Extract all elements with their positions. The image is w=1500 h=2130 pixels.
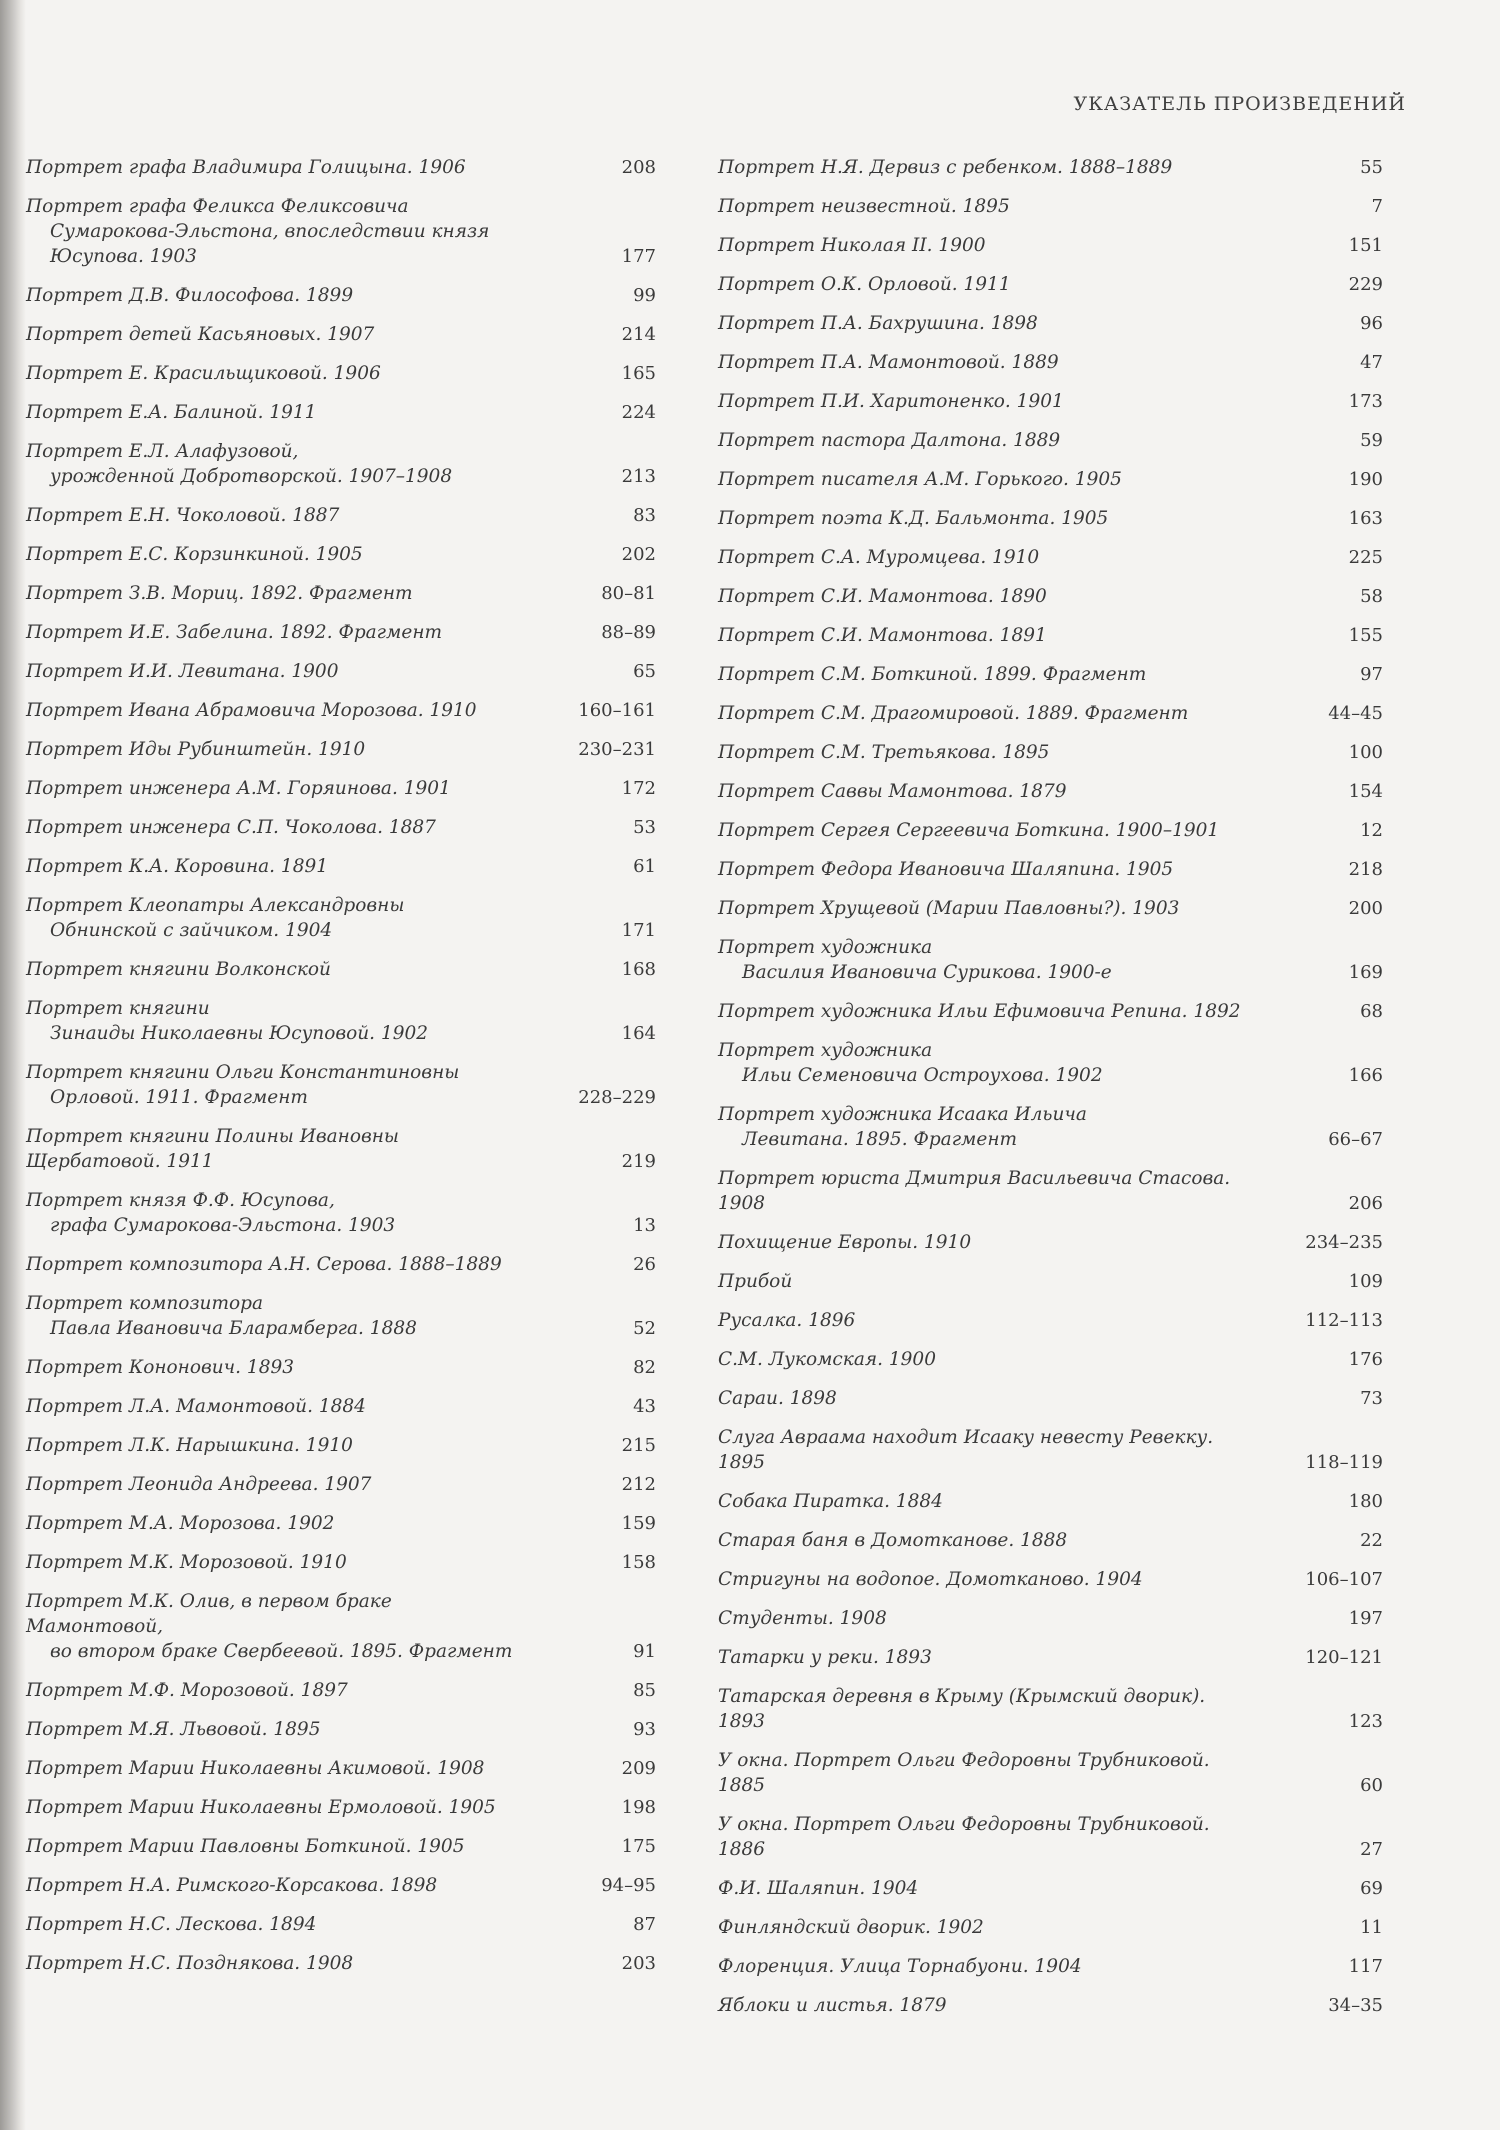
entry-title: Сараи. 1898 xyxy=(718,1388,837,1409)
entry-page-number: 83 xyxy=(633,505,656,526)
entry-page-number: 60 xyxy=(1360,1775,1383,1796)
entry-title-continued: Павла Ивановича Бларамберга. 1888 xyxy=(50,1318,417,1339)
index-entry xyxy=(26,1355,656,1380)
index-entry xyxy=(718,999,1383,1024)
index-entry xyxy=(26,1433,656,1458)
entry-page-number: 85 xyxy=(633,1680,656,1701)
entry-page-number: 22 xyxy=(1360,1530,1383,1551)
entry-title: Портрет Л.К. Нарышкина. 1910 xyxy=(26,1435,353,1456)
index-entry xyxy=(718,272,1383,297)
entry-title: Яблоки и листья. 1879 xyxy=(718,1995,947,2016)
entry-title: С.М. Лукомская. 1900 xyxy=(718,1349,936,1370)
entry-title: Стригуны на водопое. Домотканово. 1904 xyxy=(718,1569,1143,1590)
entry-page-number: 180 xyxy=(1348,1491,1383,1512)
entry-title: Портрет Е.С. Корзинкиной. 1905 xyxy=(26,544,363,565)
entry-page-number: 99 xyxy=(633,285,656,306)
entry-page-number: 82 xyxy=(633,1357,656,1378)
entry-title: Портрет И.Е. Забелина. 1892. Фрагмент xyxy=(26,622,443,643)
index-entry xyxy=(26,1795,656,1820)
entry-title: Портрет М.Я. Львовой. 1895 xyxy=(26,1719,321,1740)
index-entry xyxy=(718,1308,1383,1333)
entry-page-number: 106–107 xyxy=(1305,1569,1383,1590)
index-entry xyxy=(718,1347,1383,1372)
entry-title: Татарская деревня в Крыму (Крымский дворик). 1893 xyxy=(718,1686,1206,1732)
index-entry xyxy=(26,1550,656,1575)
index-entry xyxy=(718,1748,1383,1798)
entry-page-number: 225 xyxy=(1348,547,1383,568)
entry-page-number: 96 xyxy=(1360,313,1383,334)
index-column-right xyxy=(718,155,1383,2032)
entry-title: Старая баня в Домотканове. 1888 xyxy=(718,1530,1068,1551)
entry-title: Портрет детей Касьяновых. 1907 xyxy=(26,324,375,345)
index-entry xyxy=(718,311,1383,336)
entry-page-number: 224 xyxy=(621,402,656,423)
entry-page-number: 61 xyxy=(633,856,656,877)
index-entry xyxy=(718,779,1383,804)
entry-title: Портрет композитора xyxy=(26,1293,264,1314)
entry-page-number: 164 xyxy=(621,1023,656,1044)
entry-page-number: 100 xyxy=(1348,742,1383,763)
entry-title: Портрет Марии Павловны Боткиной. 1905 xyxy=(26,1836,465,1857)
entry-page-number: 53 xyxy=(633,817,656,838)
index-entry xyxy=(26,996,656,1046)
index-entry xyxy=(26,1756,656,1781)
index-entry xyxy=(718,935,1383,985)
index-entry xyxy=(718,1684,1383,1734)
index-entry xyxy=(718,428,1383,453)
entry-page-number: 176 xyxy=(1348,1349,1383,1370)
entry-title: Портрет С.М. Боткиной. 1899. Фрагмент xyxy=(718,664,1147,685)
entry-title: Портрет С.М. Драгомировой. 1889. Фрагмент xyxy=(718,703,1189,724)
entry-page-number: 97 xyxy=(1360,664,1383,685)
entry-title: Портрет Леонида Андреева. 1907 xyxy=(26,1474,372,1495)
entry-title: Портрет Е. Красильщиковой. 1906 xyxy=(26,363,381,384)
index-entry xyxy=(718,1645,1383,1670)
running-head: УКАЗАТЕЛЬ ПРОИЗВЕДЕНИЙ xyxy=(1073,93,1406,115)
entry-title: Портрет художника Исаака Ильича xyxy=(718,1104,1087,1125)
entry-title: Портрет Марии Николаевны Акимовой. 1908 xyxy=(26,1758,485,1779)
entry-title: Портрет С.И. Мамонтова. 1890 xyxy=(718,586,1047,607)
entry-page-number: 198 xyxy=(621,1797,656,1818)
entry-page-number: 173 xyxy=(1348,391,1383,412)
index-entry xyxy=(718,857,1383,882)
index-entry xyxy=(26,698,656,723)
entry-page-number: 229 xyxy=(1348,274,1383,295)
entry-page-number: 158 xyxy=(621,1552,656,1573)
entry-title: Студенты. 1908 xyxy=(718,1608,887,1629)
entry-page-number: 69 xyxy=(1360,1878,1383,1899)
entry-title: Портрет М.А. Морозова. 1902 xyxy=(26,1513,335,1534)
entry-title: Портрет князя Ф.Ф. Юсупова, xyxy=(26,1190,335,1211)
index-entry xyxy=(26,1394,656,1419)
index-entry xyxy=(26,1873,656,1898)
index-entry xyxy=(26,737,656,762)
entry-title: Портрет М.К. Олив, в первом браке Мамонтовой, xyxy=(26,1591,392,1637)
entry-page-number: 34–35 xyxy=(1328,1995,1383,2016)
index-column-left xyxy=(26,155,656,1990)
entry-page-number: 214 xyxy=(621,324,656,345)
entry-title: Портрет Л.А. Мамонтовой. 1884 xyxy=(26,1396,366,1417)
entry-title: Прибой xyxy=(718,1271,793,1292)
entry-title: Портрет Хрущевой (Марии Павловны?). 1903 xyxy=(718,898,1180,919)
index-entry xyxy=(718,1993,1383,2018)
index-entry xyxy=(26,1912,656,1937)
entry-title: Портрет писателя А.М. Горького. 1905 xyxy=(718,469,1122,490)
index-entry xyxy=(26,620,656,645)
entry-page-number: 168 xyxy=(621,959,656,980)
entry-page-number: 151 xyxy=(1348,235,1383,256)
index-entry xyxy=(26,503,656,528)
index-entry xyxy=(718,350,1383,375)
entry-page-number: 13 xyxy=(633,1215,656,1236)
entry-title: Портрет П.А. Мамонтовой. 1889 xyxy=(718,352,1059,373)
entry-title-continued: Левитана. 1895. Фрагмент xyxy=(742,1129,1018,1150)
index-entry xyxy=(26,1678,656,1703)
index-entry xyxy=(718,896,1383,921)
entry-page-number: 120–121 xyxy=(1305,1647,1383,1668)
entry-page-number: 215 xyxy=(621,1435,656,1456)
index-entry xyxy=(26,1252,656,1277)
entry-title: Портрет Федора Ивановича Шаляпина. 1905 xyxy=(718,859,1174,880)
entry-page-number: 58 xyxy=(1360,586,1383,607)
book-spine-shadow xyxy=(0,0,26,2130)
entry-title: Портрет М.К. Морозовой. 1910 xyxy=(26,1552,347,1573)
index-entry xyxy=(26,542,656,567)
entry-page-number: 59 xyxy=(1360,430,1383,451)
entry-page-number: 208 xyxy=(621,157,656,178)
entry-page-number: 43 xyxy=(633,1396,656,1417)
index-entry xyxy=(26,957,656,982)
entry-title: Портрет композитора А.Н. Серова. 1888–1889 xyxy=(26,1254,502,1275)
entry-page-number: 65 xyxy=(633,661,656,682)
entry-title: Портрет графа Владимира Голицына. 1906 xyxy=(26,157,466,178)
entry-page-number: 228–229 xyxy=(578,1087,656,1108)
entry-page-number: 11 xyxy=(1360,1917,1383,1938)
index-entry xyxy=(26,322,656,347)
entry-title: Портрет Клеопатры Александровны xyxy=(26,895,405,916)
entry-page-number: 166 xyxy=(1348,1065,1383,1086)
index-entry xyxy=(26,1834,656,1859)
entry-page-number: 87 xyxy=(633,1914,656,1935)
entry-title: Портрет княгини Полины Ивановны Щербатовой. 1911 xyxy=(26,1126,399,1172)
entry-page-number: 123 xyxy=(1348,1711,1383,1732)
entry-page-number: 197 xyxy=(1348,1608,1383,1629)
index-entry xyxy=(718,623,1383,648)
entry-title: Портрет Н.С. Позднякова. 1908 xyxy=(26,1953,354,1974)
entry-title: Портрет Иды Рубинштейн. 1910 xyxy=(26,739,366,760)
index-entry xyxy=(718,233,1383,258)
index-entry xyxy=(26,1589,656,1664)
entry-title: Портрет М.Ф. Морозовой. 1897 xyxy=(26,1680,348,1701)
entry-page-number: 7 xyxy=(1371,196,1383,217)
entry-page-number: 212 xyxy=(621,1474,656,1495)
index-entry xyxy=(26,1717,656,1742)
entry-title: Портрет С.М. Третьякова. 1895 xyxy=(718,742,1050,763)
entry-page-number: 55 xyxy=(1360,157,1383,178)
entry-title: Портрет С.И. Мамонтова. 1891 xyxy=(718,625,1047,646)
entry-title: Портрет Н.С. Лескова. 1894 xyxy=(26,1914,317,1935)
index-entry xyxy=(718,1954,1383,1979)
entry-title: Татарки у реки. 1893 xyxy=(718,1647,932,1668)
entry-title: Портрет Н.Я. Дервиз с ребенком. 1888–1889 xyxy=(718,157,1173,178)
entry-title-continued: Обнинской с зайчиком. 1904 xyxy=(50,920,333,941)
entry-page-number: 94–95 xyxy=(601,1875,656,1896)
entry-title: Портрет О.К. Орловой. 1911 xyxy=(718,274,1011,295)
index-entry xyxy=(718,1812,1383,1862)
entry-page-number: 154 xyxy=(1348,781,1383,802)
index-entry xyxy=(718,584,1383,609)
entry-page-number: 68 xyxy=(1360,1001,1383,1022)
entry-title: Портрет П.И. Харитоненко. 1901 xyxy=(718,391,1064,412)
entry-title: Флоренция. Улица Торнабуони. 1904 xyxy=(718,1956,1082,1977)
index-entry xyxy=(26,893,656,943)
entry-title: Портрет инженера С.П. Чоколова. 1887 xyxy=(26,817,436,838)
index-entry xyxy=(718,1915,1383,1940)
entry-page-number: 118–119 xyxy=(1305,1452,1383,1473)
entry-title: Финляндский дворик. 1902 xyxy=(718,1917,984,1938)
entry-page-number: 169 xyxy=(1348,962,1383,983)
entry-page-number: 171 xyxy=(621,920,656,941)
entry-title: Портрет Н.А. Римского-Корсакова. 1898 xyxy=(26,1875,438,1896)
index-entry xyxy=(718,1876,1383,1901)
entry-page-number: 209 xyxy=(621,1758,656,1779)
entry-page-number: 155 xyxy=(1348,625,1383,646)
entry-title: Портрет Марии Николаевны Ермоловой. 1905 xyxy=(26,1797,496,1818)
entry-title: Портрет Сергея Сергеевича Боткина. 1900–1901 xyxy=(718,820,1220,841)
index-entry xyxy=(26,283,656,308)
entry-title-continued: Сумарокова-Эльстона, впоследствии князя Юсупова. 1903 xyxy=(50,221,490,267)
index-entry xyxy=(26,854,656,879)
index-entry xyxy=(26,659,656,684)
entry-title: Портрет пастора Далтона. 1889 xyxy=(718,430,1061,451)
entry-page-number: 190 xyxy=(1348,469,1383,490)
index-entry xyxy=(26,439,656,489)
entry-title: Портрет Е.Л. Алафузовой, xyxy=(26,441,299,462)
entry-title: Портрет художника Ильи Ефимовича Репина. 1892 xyxy=(718,1001,1241,1022)
entry-title: Портрет неизвестной. 1895 xyxy=(718,196,1010,217)
entry-title: Портрет Д.В. Философова. 1899 xyxy=(26,285,354,306)
entry-page-number: 202 xyxy=(621,544,656,565)
index-entry xyxy=(718,1102,1383,1152)
entry-title: Портрет И.И. Левитана. 1900 xyxy=(26,661,339,682)
entry-title: Портрет Ивана Абрамовича Морозова. 1910 xyxy=(26,700,477,721)
entry-title: Ф.И. Шаляпин. 1904 xyxy=(718,1878,919,1899)
entry-title: Портрет Кононович. 1893 xyxy=(26,1357,295,1378)
entry-title: Собака Пиратка. 1884 xyxy=(718,1491,943,1512)
index-entry xyxy=(718,662,1383,687)
index-entry xyxy=(718,389,1383,414)
index-entry xyxy=(26,1124,656,1174)
entry-page-number: 230–231 xyxy=(578,739,656,760)
entry-page-number: 73 xyxy=(1360,1388,1383,1409)
entry-page-number: 27 xyxy=(1360,1839,1383,1860)
index-entry xyxy=(718,545,1383,570)
entry-page-number: 26 xyxy=(633,1254,656,1275)
index-entry xyxy=(26,1511,656,1536)
entry-title-continued: Ильи Семеновича Остроухова. 1902 xyxy=(742,1065,1103,1086)
entry-page-number: 175 xyxy=(621,1836,656,1857)
entry-page-number: 163 xyxy=(1348,508,1383,529)
index-entry xyxy=(718,1425,1383,1475)
entry-page-number: 213 xyxy=(621,466,656,487)
entry-page-number: 200 xyxy=(1348,898,1383,919)
entry-title-continued: графа Сумарокова-Эльстона. 1903 xyxy=(50,1215,396,1236)
entry-page-number: 218 xyxy=(1348,859,1383,880)
entry-page-number: 160–161 xyxy=(578,700,656,721)
entry-title-continued: урожденной Добротворской. 1907–1908 xyxy=(50,466,453,487)
entry-title: Портрет П.А. Бахрушина. 1898 xyxy=(718,313,1038,334)
entry-page-number: 234–235 xyxy=(1305,1232,1383,1253)
index-entry xyxy=(26,1188,656,1238)
entry-page-number: 203 xyxy=(621,1953,656,1974)
index-entry xyxy=(26,1472,656,1497)
index-entry xyxy=(26,400,656,425)
index-entry xyxy=(26,155,656,180)
entry-title: Портрет княгини Волконской xyxy=(26,959,331,980)
index-entry xyxy=(718,506,1383,531)
index-entry xyxy=(718,1269,1383,1294)
entry-title: Портрет Е.А. Балиной. 1911 xyxy=(26,402,317,423)
entry-title: Портрет Саввы Мамонтова. 1879 xyxy=(718,781,1067,802)
entry-title: У окна. Портрет Ольги Федоровны Трубниковой. 1885 xyxy=(718,1750,1210,1796)
index-entry xyxy=(26,361,656,386)
index-entry xyxy=(718,1386,1383,1411)
entry-page-number: 52 xyxy=(633,1318,656,1339)
entry-title-continued: во втором браке Свербеевой. 1895. Фрагмент xyxy=(50,1641,513,1662)
entry-title: Портрет Николая II. 1900 xyxy=(718,235,986,256)
index-entry xyxy=(26,1951,656,1976)
index-entry xyxy=(718,467,1383,492)
entry-page-number: 12 xyxy=(1360,820,1383,841)
index-entry xyxy=(26,815,656,840)
entry-title: Портрет княгини Ольги Константиновны xyxy=(26,1062,460,1083)
index-entry xyxy=(26,1060,656,1110)
entry-title: Русалка. 1896 xyxy=(718,1310,856,1331)
entry-title: Похищение Европы. 1910 xyxy=(718,1232,972,1253)
entry-page-number: 206 xyxy=(1348,1193,1383,1214)
entry-title: Портрет Е.Н. Чоколовой. 1887 xyxy=(26,505,340,526)
entry-page-number: 117 xyxy=(1348,1956,1383,1977)
entry-page-number: 177 xyxy=(621,246,656,267)
entry-page-number: 159 xyxy=(621,1513,656,1534)
index-entry xyxy=(718,155,1383,180)
entry-page-number: 165 xyxy=(621,363,656,384)
entry-page-number: 80–81 xyxy=(601,583,656,604)
index-entry xyxy=(718,701,1383,726)
index-entry xyxy=(718,1230,1383,1255)
entry-title: Слуга Авраама находит Исааку невесту Ревекку. 1895 xyxy=(718,1427,1214,1473)
entry-page-number: 44–45 xyxy=(1328,703,1383,724)
entry-page-number: 47 xyxy=(1360,352,1383,373)
index-entry xyxy=(718,1567,1383,1592)
entry-title: Портрет княгини xyxy=(26,998,210,1019)
entry-title-continued: Орловой. 1911. Фрагмент xyxy=(50,1087,308,1108)
entry-title: Портрет С.А. Муромцева. 1910 xyxy=(718,547,1040,568)
index-entry xyxy=(26,581,656,606)
index-entry xyxy=(718,740,1383,765)
entry-page-number: 88–89 xyxy=(601,622,656,643)
index-entry xyxy=(26,194,656,269)
entry-title: Портрет графа Феликса Феликсовича xyxy=(26,196,409,217)
index-entry xyxy=(718,1489,1383,1514)
entry-title: Портрет З.В. Мориц. 1892. Фрагмент xyxy=(26,583,413,604)
entry-page-number: 219 xyxy=(621,1151,656,1172)
index-entry xyxy=(718,1038,1383,1088)
index-entry xyxy=(718,1166,1383,1216)
index-entry xyxy=(718,194,1383,219)
index-entry xyxy=(718,1528,1383,1553)
entry-title: Портрет поэта К.Д. Бальмонта. 1905 xyxy=(718,508,1109,529)
entry-page-number: 66–67 xyxy=(1328,1129,1383,1150)
entry-title: Портрет художника xyxy=(718,937,933,958)
entry-page-number: 109 xyxy=(1348,1271,1383,1292)
index-entry xyxy=(718,1606,1383,1631)
entry-page-number: 112–113 xyxy=(1305,1310,1383,1331)
entry-page-number: 91 xyxy=(633,1641,656,1662)
entry-page-number: 172 xyxy=(621,778,656,799)
entry-title-continued: Василия Ивановича Сурикова. 1900-е xyxy=(742,962,1112,983)
index-entry xyxy=(26,776,656,801)
entry-title: Портрет инженера А.М. Горяинова. 1901 xyxy=(26,778,451,799)
entry-title: У окна. Портрет Ольги Федоровны Трубниковой. 1886 xyxy=(718,1814,1210,1860)
entry-title-continued: Зинаиды Николаевны Юсуповой. 1902 xyxy=(50,1023,429,1044)
entry-page-number: 93 xyxy=(633,1719,656,1740)
index-entry xyxy=(26,1291,656,1341)
index-entry xyxy=(718,818,1383,843)
entry-title: Портрет юриста Дмитрия Васильевича Стасова. 1908 xyxy=(718,1168,1231,1214)
entry-title: Портрет художника xyxy=(718,1040,933,1061)
entry-title: Портрет К.А. Коровина. 1891 xyxy=(26,856,329,877)
